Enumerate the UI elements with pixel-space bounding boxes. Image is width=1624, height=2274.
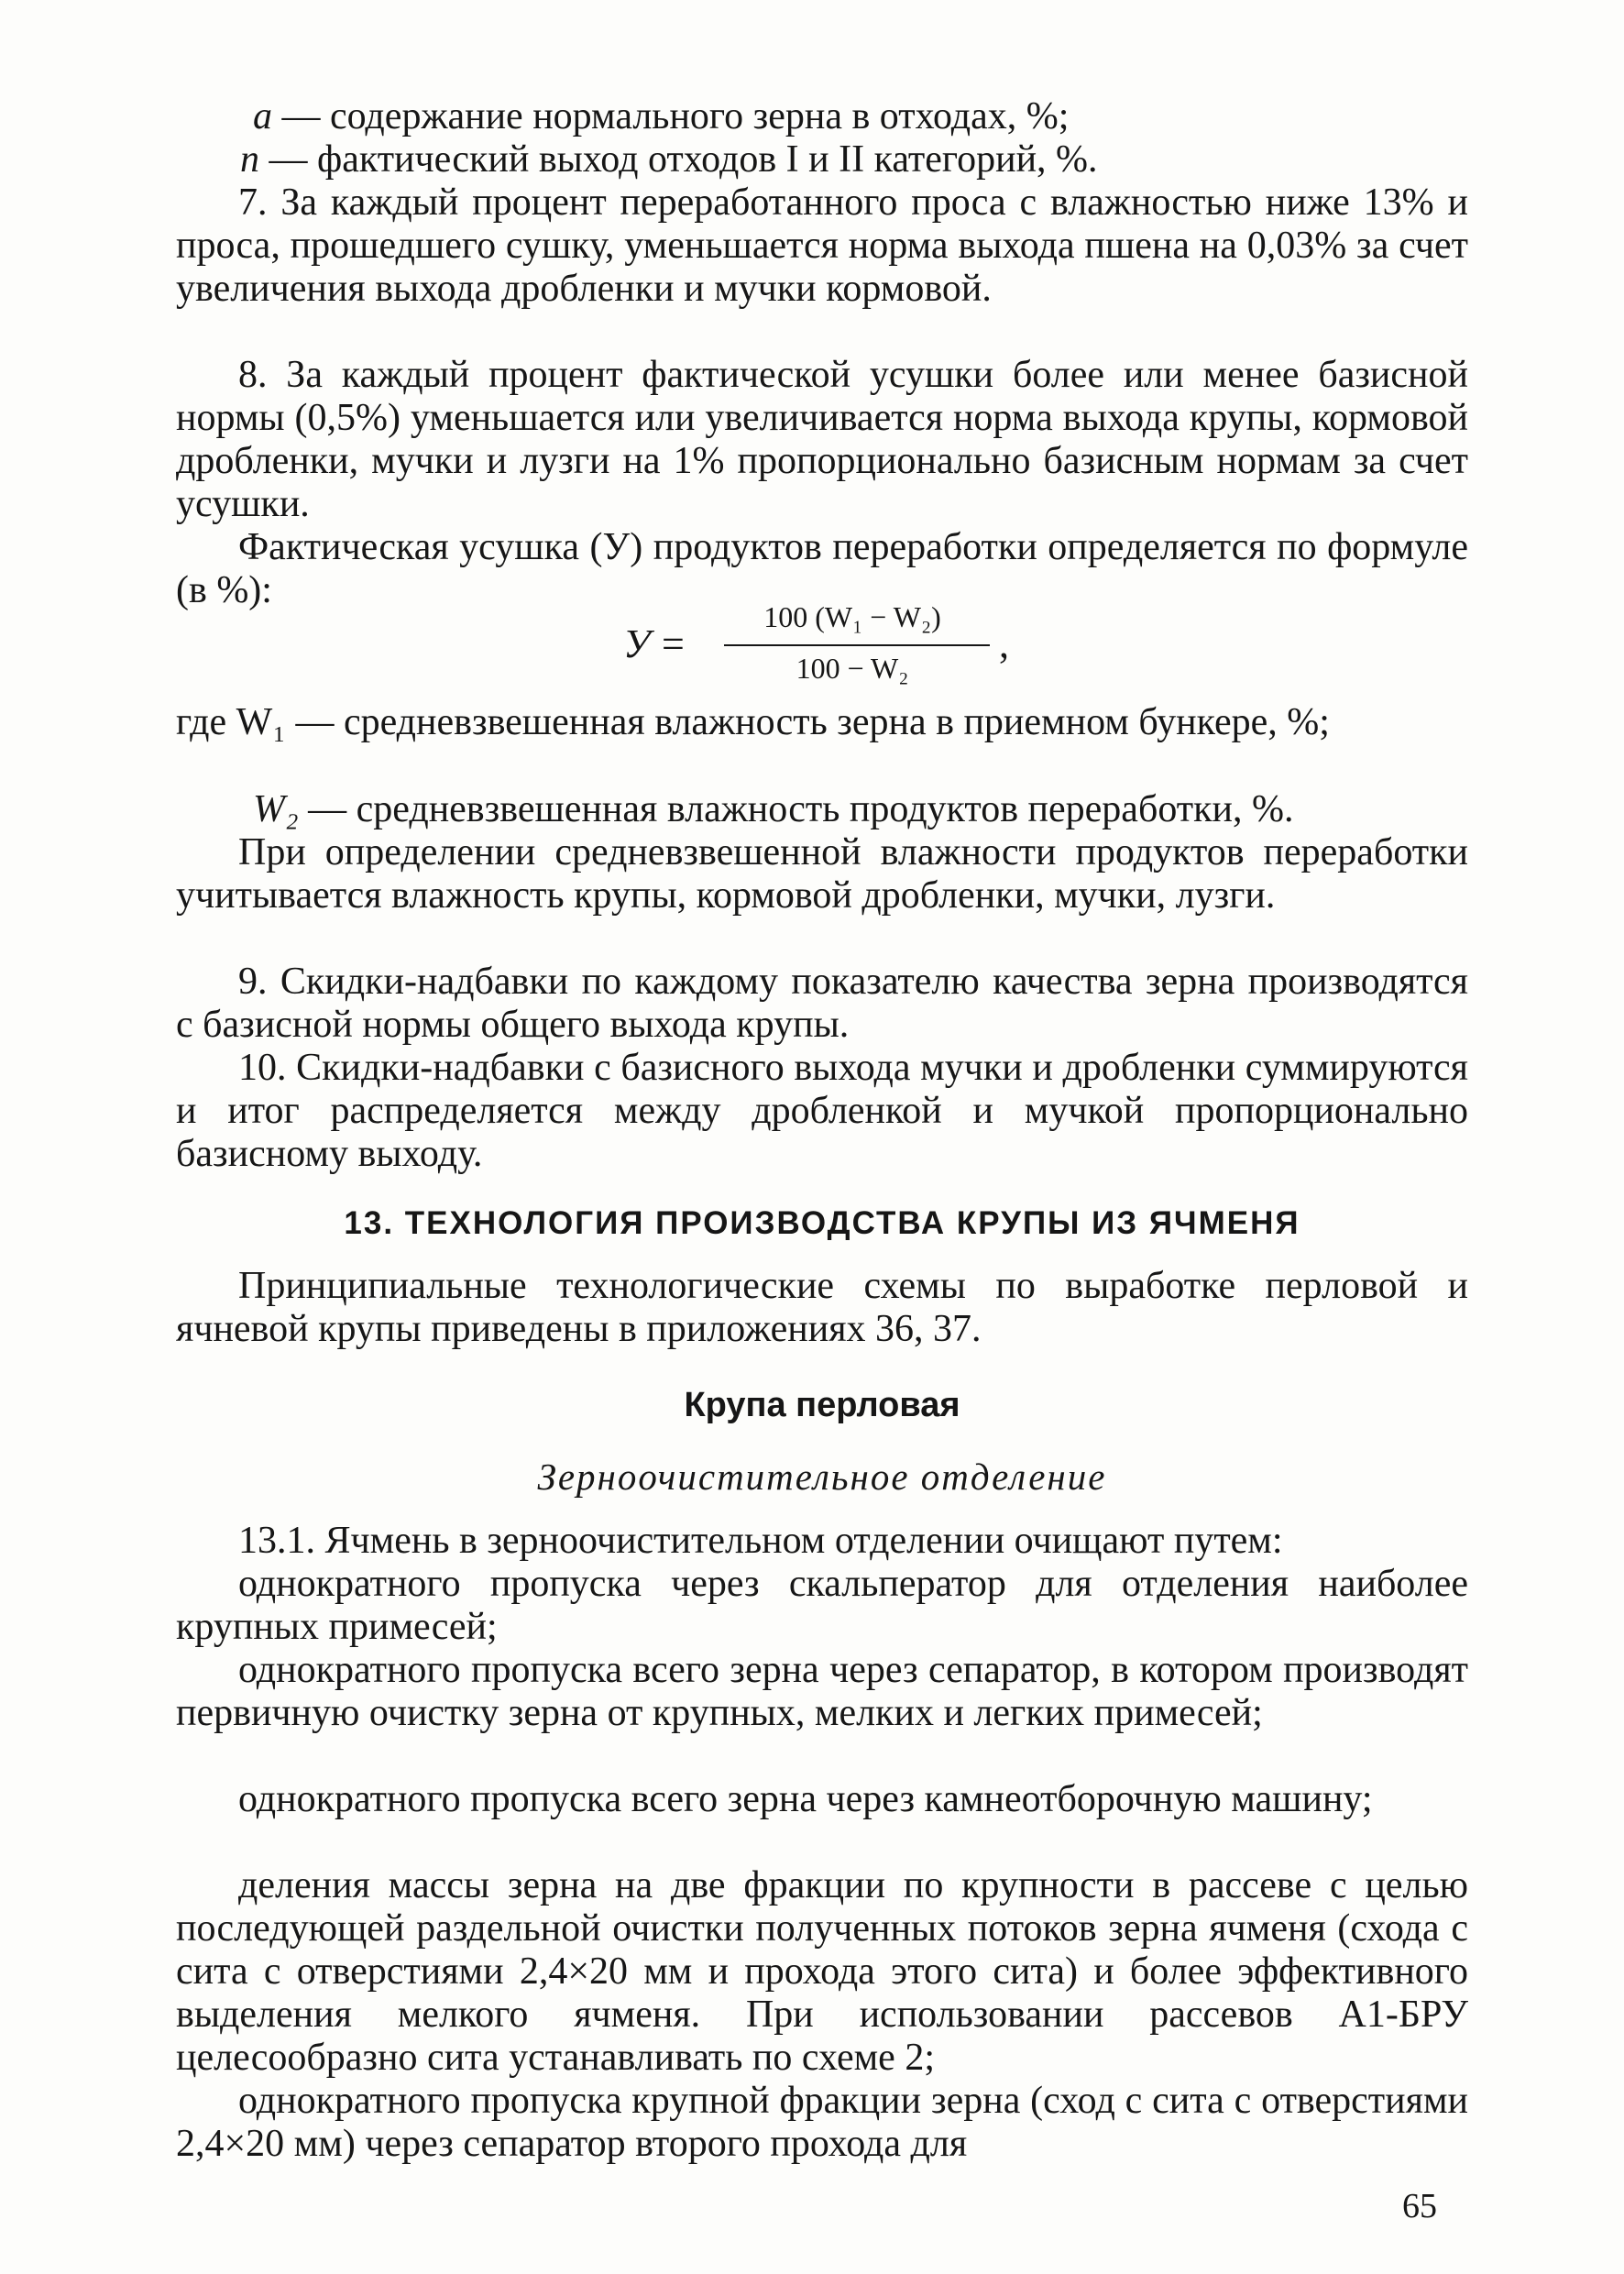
paragraph-shrink-intro: Фактическая усушка (У) продуктов переработки определяется по формуле (в %): <box>176 526 1468 611</box>
list-item-step-5: однократного пропуска крупной фракции зерна (сход с сита с отверстиями 2,4×20 мм) через сепаратор второго прохода для <box>176 2080 1468 2165</box>
definition-text: — содержание нормального зерна в отходах, %; <box>281 95 1070 137</box>
formula-equals: = <box>662 621 685 666</box>
definition-n <box>240 138 1468 181</box>
definition-symbol: a <box>253 95 272 137</box>
definition-lead: где W₁ <box>176 701 286 743</box>
definition-text: — средневзвешенная влажность продуктов переработки, %. <box>308 788 1294 830</box>
shrinkage-formula <box>623 600 1045 692</box>
definition-symbol: n <box>240 138 259 181</box>
definition-w2 <box>253 788 1472 831</box>
formula-denominator: 100 − W₂ <box>796 652 909 685</box>
list-item-step-4: деления массы зерна на две фракции по крупности в рассеве с целью последующей раздельной очистки полученных потоков зерна ячменя (схода с сита с отверстиями 2,4×20 мм и прохода этого сита) и более эффективного выделения мелкого ячменя. При использовании рассевов А1-БРУ целесообразно сита устанавливать по схеме 2; <box>176 1864 1468 2079</box>
definition-text: — средневзвешенная влажность зерна в приемном бункере, %; <box>295 701 1330 743</box>
fraction-bar <box>724 644 990 646</box>
subsubheading: Зерноочистительное отделение <box>537 1456 1107 1498</box>
paragraph-item-13-1: 13.1. Ячмень в зерноочистительном отделении очищают путем: <box>238 1520 1283 1562</box>
subheading: Крупа перловая <box>684 1386 960 1424</box>
paragraph-item-9: 9. Скидки-надбавки по каждому показателю качества зерна производятся с базисной нормы общего выхода крупы. <box>176 961 1468 1046</box>
page-number: 65 <box>1402 2187 1437 2225</box>
formula-numerator: 100 (W₁ − W₂) <box>763 600 941 633</box>
list-item-step-3: однократного пропуска всего зерна через камнеотборочную машину; <box>238 1778 1373 1820</box>
paragraph-item-10: 10. Скидки-надбавки с базисного выхода мучки и дробленки суммируются и итог распределяется между дробленкой и мучкой пропорционально базисному выходу. <box>176 1047 1468 1175</box>
definition-w1 <box>176 701 1468 744</box>
list-item-step-1: однократного пропуска через скальператор для отделения наиболее крупных примесей; <box>176 1563 1468 1648</box>
paragraph-item-7: 7. За каждый процент переработанного проса с влажностью ниже 13% и проса, прошедшего сушку, уменьшается норма выхода пшена на 0,03% за счет увеличения выхода дробленки и мучки кормовой. <box>176 181 1468 310</box>
formula-lhs: У <box>623 621 651 666</box>
definition-lead: W₂ <box>253 788 299 830</box>
paragraph-item-8: 8. За каждый процент фактической усушки более или менее базисной нормы (0,5%) уменьшается или увеличивается норма выхода крупы, кормовой дробленки, мучки и лузги на 1% пропорционально базисным нормам за счет усушки. <box>176 354 1468 525</box>
section-heading: 13. ТЕХНОЛОГИЯ ПРОИЗВОДСТВА КРУПЫ ИЗ ЯЧМЕНЯ <box>344 1205 1300 1241</box>
formula-comma: , <box>999 621 1009 666</box>
definition-a <box>253 95 1472 138</box>
definition-text: — фактический выход отходов I и II категорий, %. <box>269 138 1098 181</box>
paragraph-moisture-note: При определении средневзвешенной влажности продуктов переработки учитывается влажность крупы, кормовой дробленки, мучки, лузги. <box>176 831 1468 917</box>
paragraph-section-intro: Принципиальные технологические схемы по выработке перловой и ячневой крупы приведены в приложениях 36, 37. <box>176 1265 1468 1350</box>
list-item-step-2: однократного пропуска всего зерна через сепаратор, в котором производят первичную очистку зерна от крупных, мелких и легких примесей; <box>176 1649 1468 1734</box>
